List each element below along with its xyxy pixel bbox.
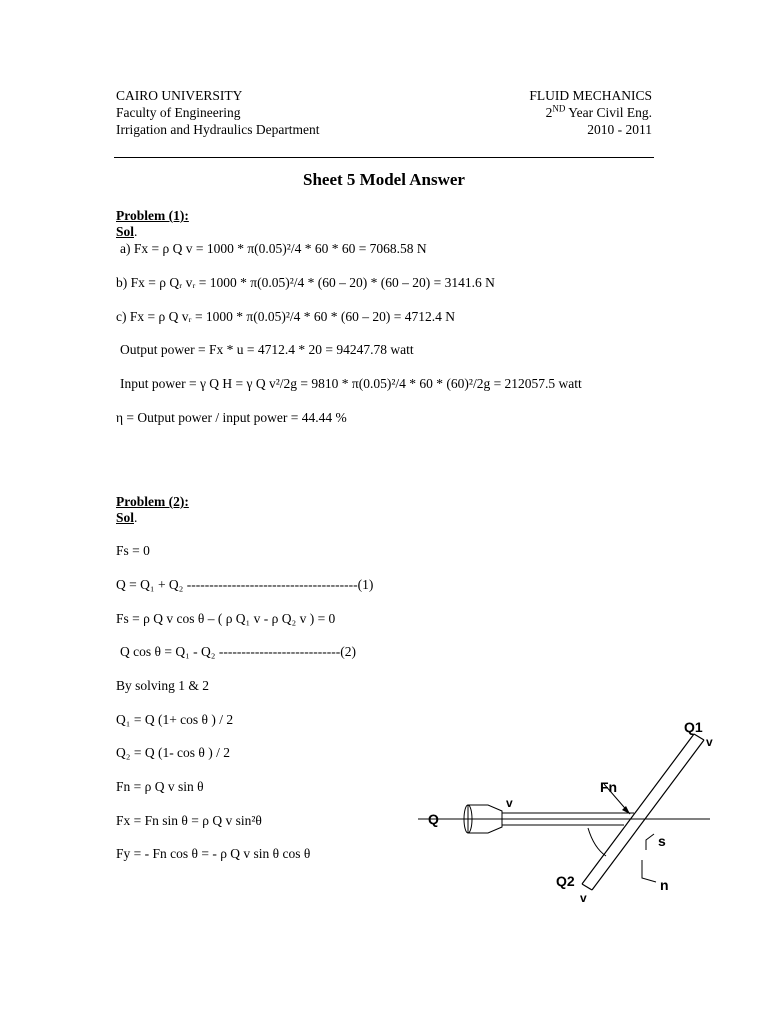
plate-edge-back <box>592 740 704 890</box>
jet-plate-diagram <box>410 712 720 912</box>
eq-q1: Q₁ = Q (1+ cos θ ) / 2 <box>116 712 234 727</box>
page-title: Sheet 5 Model Answer <box>303 170 465 189</box>
problem2-sol-label: Sol. <box>116 510 138 525</box>
label-s: s <box>658 833 666 849</box>
problem1-part-b: b) Fx = ρ Qᵣ vᵣ = 1000 * π(0.05)²/4 * (60 – 20) * (60 – 20) = 3141.6 N <box>116 275 495 290</box>
eq-continuity: Q = Q₁ + Q₂ --------------------------------------(1) <box>116 577 374 592</box>
solving-note: By solving 1 & 2 <box>116 678 210 693</box>
output-power: Output power = Fx * u = 4712.4 * 20 = 94247.78 watt <box>120 342 414 357</box>
label-q2: Q2 <box>556 873 575 889</box>
eq-fn: Fn = ρ Q v sin θ <box>116 779 204 794</box>
eq-fx: Fx = Fn sin θ = ρ Q v sin²θ <box>116 813 262 828</box>
eq-momentum-s: Fs = ρ Q v cos θ – ( ρ Q₁ v - ρ Q₂ v ) = 0 <box>116 611 336 626</box>
problem2-heading: Problem (2): <box>116 494 189 509</box>
eq-q2: Q₂ = Q (1- cos θ ) / 2 <box>116 745 231 760</box>
year-number: 2 <box>545 105 553 120</box>
header-divider <box>114 157 654 158</box>
label-v-q2: v <box>580 891 587 905</box>
year-label <box>546 105 652 121</box>
label-fn: Fn <box>600 779 618 795</box>
s-arrow <box>646 834 654 850</box>
course-name: FLUID MECHANICS <box>529 88 652 103</box>
problem1-heading: Problem (1): <box>116 208 189 223</box>
label-n: n <box>660 877 669 893</box>
eq-fs-zero: Fs = 0 <box>116 543 150 558</box>
problem2-sol: Sol <box>116 510 135 525</box>
label-q: Q <box>428 811 439 827</box>
problem1-part-a: a) Fx = ρ Q v = 1000 * π(0.05)²/4 * 60 * 60 = 7068.58 N <box>120 241 427 256</box>
year-superscript: ND <box>552 103 566 114</box>
year-rest: Year Civil Eng. <box>565 105 652 120</box>
n-arrow <box>642 860 656 882</box>
department-name: Irrigation and Hydraulics Department <box>116 122 320 137</box>
problem1-part-c: c) Fx = ρ Q vᵣ = 1000 * π(0.05)²/4 * 60 * (60 – 20) = 4712.4 N <box>116 309 456 324</box>
plate-bottom-cap <box>582 884 592 890</box>
label-q1: Q1 <box>684 719 703 735</box>
plate-edge-front <box>582 734 694 884</box>
university-name: CAIRO UNIVERSITY <box>116 88 243 103</box>
problem1-sol-label: Sol. <box>116 224 138 239</box>
faculty-name: Faculty of Engineering <box>116 105 241 120</box>
efficiency: η = Output power / input power = 44.44 % <box>116 410 347 425</box>
label-v-q1: v <box>706 735 713 749</box>
theta-arc <box>588 828 606 856</box>
input-power: Input power = γ Q H = γ Q v²/2g = 9810 * π(0.05)²/4 * 60 * (60)²/2g = 212057.5 watt <box>120 376 582 391</box>
problem1-sol: Sol <box>116 224 135 239</box>
eq-flow-split: Q cos θ = Q₁ - Q₂ ---------------------------(2) <box>120 644 356 659</box>
academic-session: 2010 - 2011 <box>587 122 652 137</box>
label-v-jet: v <box>506 796 513 810</box>
eq-fy: Fy = - Fn cos θ = - ρ Q v sin θ cos θ <box>116 846 311 861</box>
